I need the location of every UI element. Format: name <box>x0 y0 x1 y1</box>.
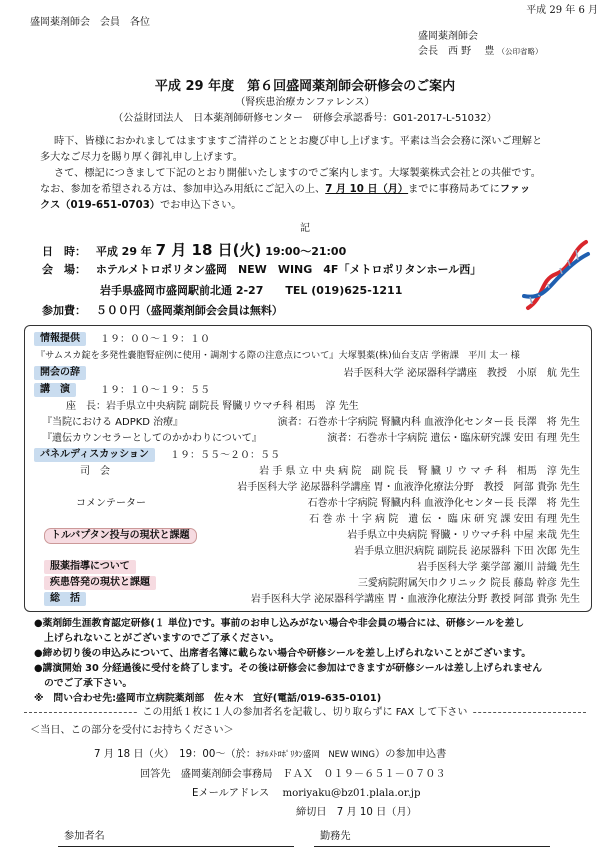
venue-value: ホテルメトロポリタン盛岡 NEW WING 4F「メトロポリタンホール西」 <box>95 263 482 276</box>
notice-line-1: さて、標記につきまして下記のとおり開催いたしますのでご案内します。大塚製薬株式会社との共催です。 <box>54 168 541 179</box>
lecture-chair: 座 長：岩手県立中央病院 副院長 腎臓リウマチ科 相馬 淳 先生 <box>66 401 359 412</box>
sender-name-line <box>418 45 543 59</box>
commentator-1: 石巻赤十字病院 腎臓内科 血液浄化センター長 長澤 将 先生 <box>307 498 580 509</box>
tag-disease-awareness: 疾患啓発の現状と課題 <box>44 576 156 590</box>
form-event-venue: ﾎﾃﾙﾒﾄﾛﾎﾟﾘﾀﾝ盛岡 NEW WING <box>256 750 376 760</box>
document-date: 平成 29 年 6 月 <box>526 5 598 16</box>
form-email-row <box>192 787 421 801</box>
opening-speaker: 岩手医科大学 泌尿器科学講座 教授 小原 航 先生 <box>343 368 580 379</box>
form-reply-to: 回答先 盛岡薬剤師会事務局 ＦＡＸ ０１９－６５１－０７０３ <box>140 769 446 780</box>
contact-info: ※ 問い合わせ先:盛岡市立病院薬剤部 佐々木 宜好(電話/019-635-0101) <box>34 693 382 704</box>
tag-medication-guidance: 服薬指導について <box>44 560 136 574</box>
notice-line-2 <box>40 183 530 197</box>
guidance-speaker: 岩手医科大学 薬学部 瀬川 詩織 先生 <box>417 562 580 573</box>
note-1-line-2: 上げられないことがございますのでご了承ください。 <box>44 633 280 644</box>
venue-address: 岩手県盛岡市盛岡駅前北通 2-27 TEL (019)625-1211 <box>100 284 403 297</box>
lecture1-speaker: 演者：石巻赤十字病院 腎臓内科 血液浄化センター長 長澤 将 先生 <box>277 417 580 428</box>
notice-text-b: までに事務局あてに <box>408 184 500 195</box>
date-year: 平成 29 年 <box>95 245 152 258</box>
moderator-2: 岩手医科大学 泌尿器科学講座 胃・血液浄化療法分野 教授 阿部 貴弥 先生 <box>237 482 580 493</box>
tag-info-provision: 情報提供 <box>34 332 86 346</box>
fee-row <box>42 304 283 319</box>
info-topic-title: 『サムスカ錠を多発性嚢胞腎症例に使用・調剤する際の注意点について』 <box>36 350 339 361</box>
form-event-line <box>94 748 446 762</box>
date-label: 日 時： <box>42 245 86 258</box>
tag-lecture: 講 演 <box>34 383 76 397</box>
form-event-b: ）の参加申込書 <box>375 749 447 760</box>
sender-name: 会長 西 野 豊 <box>418 46 495 57</box>
moderator-label: 司 会 <box>80 466 110 477</box>
date-row <box>42 240 346 260</box>
fax-number: クス（019-651-0703） <box>40 200 160 211</box>
awareness-speaker: 三愛病院附属矢巾クリニック 院長 藤島 幹彦 先生 <box>357 578 580 589</box>
page-subtitle: （腎疾患治療カンファレンス） <box>235 97 375 108</box>
date-big: 7 月 18 日(火) <box>155 241 262 259</box>
note-3-line-1: ●講演開始 30 分経過後に受付を終了します。その後は研修会に参加はできますが研修シールは差し上げられません <box>34 663 543 674</box>
note-2: ●締め切り後の申込みについて、出席者名簿に載らない場合や研修シールを差し上げられないことがございます。 <box>34 648 532 659</box>
dna-helix-illustration <box>520 236 592 316</box>
form-email-label: Eメールアドレス <box>192 788 270 799</box>
participant-name-line[interactable] <box>58 846 294 847</box>
tag-tolvaptan: トルバプタン投与の現状と課題 <box>44 528 197 544</box>
info-speaker: 大塚製薬(株)仙台支店 学術課 平川 太一 様 <box>338 350 520 361</box>
note-1-line-1: ●薬剤師生涯教育認定研修(１ 単位)です。事前のお申し込みがない場合や非会員の場合には、研修シールを差し <box>34 618 525 629</box>
tag-panel-discussion: パネルディスカッション <box>34 448 155 462</box>
lecture2-topic: 『遺伝カウンセラーとしてのかかわりについて』 <box>42 433 262 444</box>
note-3-line-2: のでご了承下さい。 <box>44 678 133 689</box>
notice-text-a: なお、参加を希望される方は、参加申込み用紙にご記入の上、 <box>40 184 326 195</box>
venue-row <box>42 263 481 278</box>
summary-speaker: 岩手医科大学 泌尿器科学講座 胃・血液浄化療法分野 教授 阿部 貴弥 先生 <box>250 594 580 605</box>
tolvaptan-speaker-1: 岩手県立中央病院 腎臓・リウマチ科 中屋 来哉 先生 <box>347 530 580 541</box>
lecture2-speaker: 演者：石巻赤十字病院 遺伝・臨床研究課 安田 有理 先生 <box>327 433 580 444</box>
fax-highlight: ファッ <box>499 184 531 195</box>
venue-label: 会 場： <box>42 263 86 276</box>
addressee: 盛岡薬剤師会 会員 各位 <box>30 17 150 28</box>
notice-line-3 <box>40 199 242 213</box>
deadline-highlight: 7 月 10 日（月） <box>325 184 409 195</box>
cut-instruction-text: この用紙１枚に１人の参加者名を記載し、切り取らずに FAX して下さい <box>137 707 474 718</box>
lecture-time: １９：１０～１９：５５ <box>100 385 210 396</box>
tolvaptan-speaker-2: 岩手県立胆沢病院 副院長 泌尿器科 下田 次郎 先生 <box>354 546 580 557</box>
certification-number: （公益財団法人 日本薬剤師研修センター 研修会承認番号：G01-2017-L-51032） <box>113 113 497 124</box>
commentator-2: 石 巻 赤 十 字 病 院 遺 伝 ・ 臨 床 研 究 課 安田 有理 先生 <box>309 514 580 525</box>
form-notice: ＜当日、この部分を受付にお持ちください＞ <box>30 725 234 736</box>
tag-summary: 総 括 <box>44 592 86 606</box>
lecture1-topic: 『当院における ADPKD 治療』 <box>42 417 184 428</box>
commentator-label: コメンテーター <box>76 498 146 509</box>
greeting-line-1: 時下、皆様におかれましてはますますご清祥のこととお慶び申し上げます。平素は当会会務に深いご理解と <box>54 136 543 147</box>
cut-instruction <box>0 705 610 720</box>
page-title: 平成 29 年度 第６回盛岡薬剤師会研修会のご案内 <box>154 79 456 94</box>
panel-time: １９：５５～２０：５５ <box>170 450 280 461</box>
form-deadline: 締切日 7 月 10 日（月） <box>296 807 417 818</box>
ki-marker: 記 <box>300 223 310 234</box>
moderator-1: 岩 手 県 立 中 央 病 院 副 院 長 腎 臓 リ ウ マ チ 科 相馬 淳 先生 <box>259 466 580 477</box>
fee-value: ５００円（盛岡薬剤師会会員は無料） <box>95 304 283 317</box>
sender-org: 盛岡薬剤師会 <box>418 31 478 42</box>
notice-text-c: でお申込下さい。 <box>160 200 242 211</box>
sender-note: （公印省略） <box>497 47 543 56</box>
info-topic <box>36 350 520 362</box>
date-time: 19:00～21:00 <box>265 245 347 258</box>
participant-label: 参加者名 <box>64 831 105 842</box>
workplace-line[interactable] <box>314 846 550 847</box>
form-event-a: 7 月 18 日（火） 19：00～（於： <box>94 749 257 760</box>
form-email: moriyaku@bz01.plala.or.jp <box>282 788 421 799</box>
workplace-label: 勤務先 <box>320 831 351 842</box>
tag-opening-remarks: 開会の辞 <box>34 366 86 380</box>
greeting-line-2: 多大なご尽力を賜り厚く御礼申し上げます。 <box>40 152 243 163</box>
fee-label: 参加費： <box>42 304 86 317</box>
info-time: １９：００～１９：１０ <box>100 334 210 345</box>
